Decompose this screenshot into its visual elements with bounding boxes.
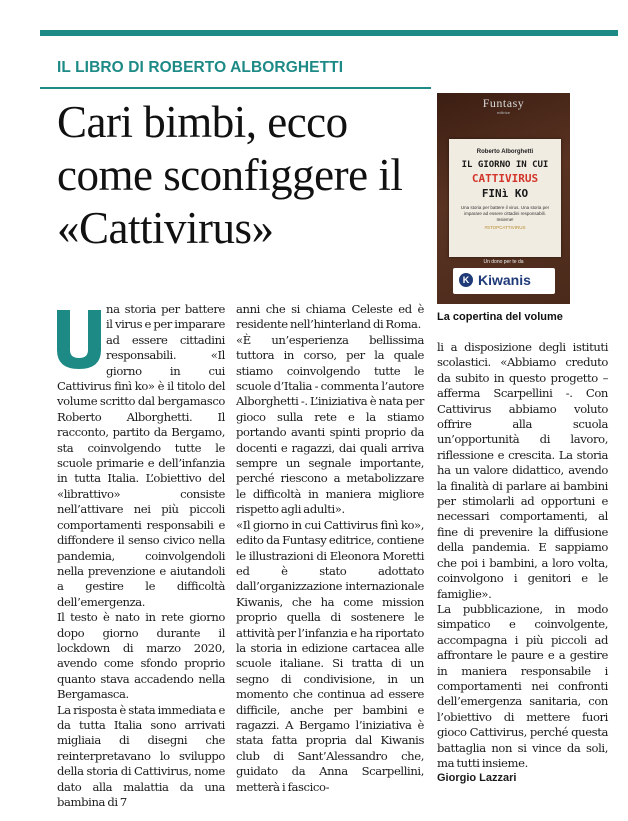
cover-hashtag: #STOPCATTIVIRUS (484, 225, 526, 230)
dropcap (57, 310, 101, 369)
book-cover-image (437, 93, 570, 304)
cover-publisher: Funtasy (482, 96, 525, 110)
article-headline: Cari bimbi, ecco come sconfiggere il «Cattivirus» (57, 97, 403, 253)
author-signature: Giorgio Lazzari (437, 772, 517, 785)
dropcap-u-shape (57, 310, 101, 369)
paragraph: La pubblicazione, in modo simpatico e coinvolgente, accompagna i più piccoli ad affrontare le paure e a gestire in maniera responsabile i comportamenti nei confronti dell’emergenza sanitaria, con l’obiettivo di mettere fuori gioco Cattivirus, perché questa battaglia non si vince da soli, ma tutti insieme. (437, 601, 608, 770)
paragraph: Il testo è nato in rete giorno dopo giorno durante il lockdown di marzo 2020, avendo come sfondo proprio quanto stava accadendo nella Bergamasca. (57, 610, 225, 702)
cover-donation-text: Un dono per te da (483, 259, 524, 265)
paragraph: La risposta è stata immediata e da tutta Italia sono arrivati migliaia di disegni che reinterpretavano lo sviluppo della storia di Cattivirus, nome dato alla malattia da una bambina di 7 (57, 702, 225, 809)
article-kicker: IL LIBRO DI ROBERTO ALBORGHETTI (57, 59, 344, 76)
paragraph: «Il giorno in cui Cattivirus finì ko», edito da Funtasy editrice, contiene le illustrazioni di Eleonora Moretti ed è stato adottato dall’organizzazione internazionale Kiwanis, che ha come mission proprio quella di sostenere le attività per l’infanzia e ha riportato la storia in edizione cartacea alle scuole italiane. Si tratta di un segno di condivisione, in un momento che continua ad essere difficile, anche per bambini e ragazzi. A Bergamo l’iniziativa è stata fatta propria dal Kiwanis club di Sant’Alessandro che, guidato da Anna Scarpellini, metterà i fascico- (236, 517, 424, 794)
kiwanis-badge (453, 268, 555, 294)
article-column-2 (236, 302, 424, 795)
paragraph: na storia per battere il virus e per imparare ad essere cittadini responsabili. «Il giorno in cui Cattivirus finì ko» è il titolo del volume scritto dal bergamasco Roberto Alborghetti. Il racconto, partito da Bergamo, sta coinvolgendo tutte le scuole primarie e dell’infanzia in tutta Italia. L’obiettivo del «librattivo» consiste nell’attivare nei più piccoli comportamenti responsabili e diffondere il senso civico nella pandemia, coinvolgendoli nella prevenzione e aiutandoli a gestire le difficoltà dell’emergenza. (57, 302, 225, 609)
cover-publisher-sub: editrice (497, 110, 510, 115)
paragraph: li a disposizione degli istituti scolastici. «Abbiamo creduto da subito in questo progetto – afferma Scarpellini -. Con Cattivirus abbiamo voluto offrire alla scuola un’opportunità di lavoro, riflessione e crescita. La storia ha un valore didattico, avendo la finalità di parlare ai bambini per stimolarli ad opportuni e necessari comportamenti, al fine di prevenire la diffusione della pandemia. E sappiamo che poi i bambini, a loro volta, coinvolgono i genitori e le famiglie». (437, 340, 608, 601)
cover-title-line-2: CATTIVIRUS (471, 172, 539, 185)
article-column-1 (57, 302, 225, 810)
image-caption: La copertina del volume (437, 311, 563, 323)
kiwanis-name: Kiwanis (478, 272, 531, 288)
cover-author: Roberto Alborghetti (476, 149, 534, 155)
paragraph: «È un’esperienza bellissima tuttora in corso, per la quale stiamo coinvolgendo tutte le scuole d’Italia - commenta l’autore Alborghetti -. L’iniziativa è nata per gioco sulla rete e la stiamo portando avanti spinti proprio da docenti e ragazzi, dai quali arriva sempre un segnale importante, perché riescono a metabolizzare le difficoltà in maniera migliore rispetto agli adulti». (236, 332, 424, 517)
cover-description: Una storia per battere il virus. Una storia per imparare ad essere cittadini responsabili. Insieme! (460, 205, 550, 222)
kiwanis-logo-icon: K (459, 273, 473, 287)
cover-title-line-3: FINì KO (481, 187, 529, 200)
kicker-divider (40, 87, 431, 89)
top-accent-bar (40, 30, 618, 36)
paragraph: anni che si chiama Celeste ed è residente nell’hinterland di Roma. (236, 302, 424, 332)
article-column-3 (437, 340, 608, 787)
cover-title-line-1: IL GIORNO IN CUI (461, 160, 549, 170)
cover-title-panel (449, 139, 561, 257)
